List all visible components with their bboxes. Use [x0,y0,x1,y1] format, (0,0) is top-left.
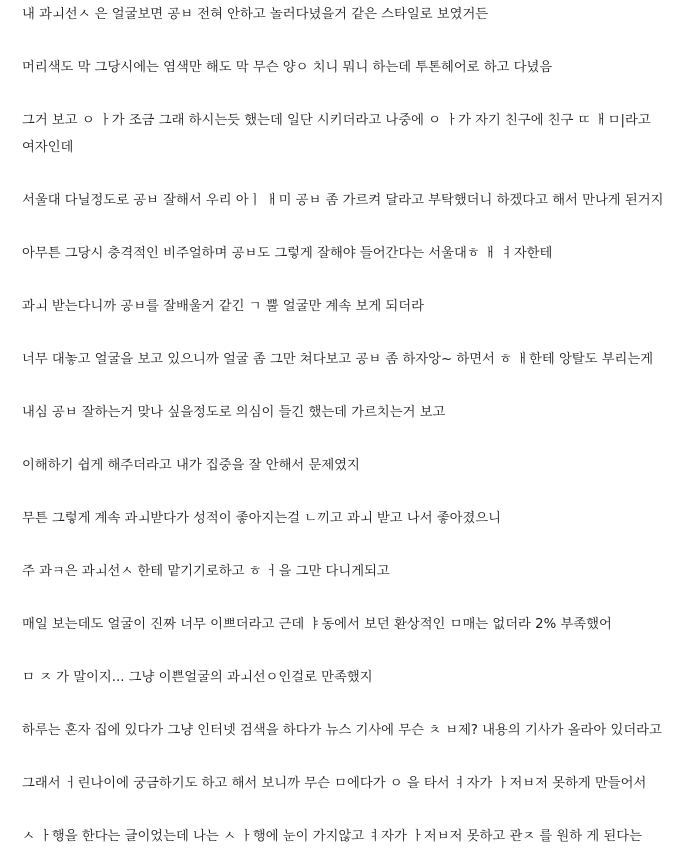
paragraph: 주 과ㅋ은 과ㅚ선ㅅ 한테 맡기기로하고 ㅎ ㅓ을 그만 다니게되고 [22,564,390,579]
paragraph: ㅅ ㅏ행을 한다는 글이었는데 나는 ㅅ ㅏ행에 눈이 가지않고 ㅕ자가 ㅏ저ㅂ저 못하고 관ㅈ 를 원하 게 된다는 [22,829,642,844]
paragraph: 그래서 ㅓ린나이에 궁금하기도 하고 해서 보니까 무슨 ㅁ에다가 ㅇ 을 타서 ㅕ자가 ㅏ저ㅂ저 못하게 만들어서 [22,776,647,791]
paragraph: 서울대 다닐정도로 공ㅂ 잘해서 우리 아ㅣ ㅐ미 공ㅂ 좀 가르켜 달라고 부탁했더니 하겠다고 해서 만나게 된거지 [22,193,664,208]
paragraph: 이해하기 쉽게 해주더라고 내가 집중을 잘 안해서 문제였지 [22,458,360,473]
paragraph: 과ㅚ 받는다니까 공ㅂ를 잘배울거 같긴 ㄱ 뿔 얼굴만 계속 보게 되더라 [22,299,424,314]
paragraph: 내 과ㅚ선ㅅ 은 얼굴보면 공ㅂ 전혀 안하고 놀러다녔을거 같은 스타일로 보였거든 [22,7,489,22]
paragraph: 머리색도 막 그당시에는 염색만 해도 막 무슨 양ㅇ 치니 뭐니 하는데 투톤헤어로 하고 다녔음 [22,60,553,75]
paragraph: 무튼 그렇게 계속 과ㅚ받다가 성적이 좋아지는걸 ㄴ끼고 과ㅚ 받고 나서 좋아졌으니 [22,511,501,526]
paragraph: 그거 보고 ㅇ ㅏ가 조금 그래 하시는듯 했는데 일단 시키더라고 나중에 ㅇ ㅏ가 자기 친구에 친구 ㄸ ㅐㅁ|라고 여자인데 [22,113,651,155]
paragraph: ㅁ ㅈ 가 말이지... 그냥 이쁜얼굴의 과ㅚ선ㅇ인걸로 만족했지 [22,670,373,685]
paragraph: 하루는 혼자 집에 있다가 그냥 인터넷 검색을 하다가 뉴스 기사에 무슨 ㅊ ㅂ제? 내용의 기사가 올라아 있더라고 [22,723,662,738]
paragraph: 매일 보는데도 얼굴이 진짜 너무 이쁘더라고 근데 ㅑ동에서 보던 환상적인 ㅁ매는 없더라 2% 부족했어 [22,617,612,632]
paragraph: 아무튼 그당시 충격적인 비주얼하며 공ㅂ도 그렇게 잘해야 들어간다는 서울대ㅎ ㅐ ㅕ자한테 [22,246,553,261]
paragraph: 너무 대놓고 얼굴을 보고 있으니까 얼굴 좀 그만 쳐다보고 공ㅂ 좀 하자앙~ 하면서 ㅎ ㅐ한테 앙탈도 부리는게 [22,352,654,367]
paragraph: 내심 공ㅂ 잘하는거 맞나 싶을정도로 의심이 들긴 했는데 가르치는거 보고 [22,405,446,420]
post-body [22,0,692,850]
